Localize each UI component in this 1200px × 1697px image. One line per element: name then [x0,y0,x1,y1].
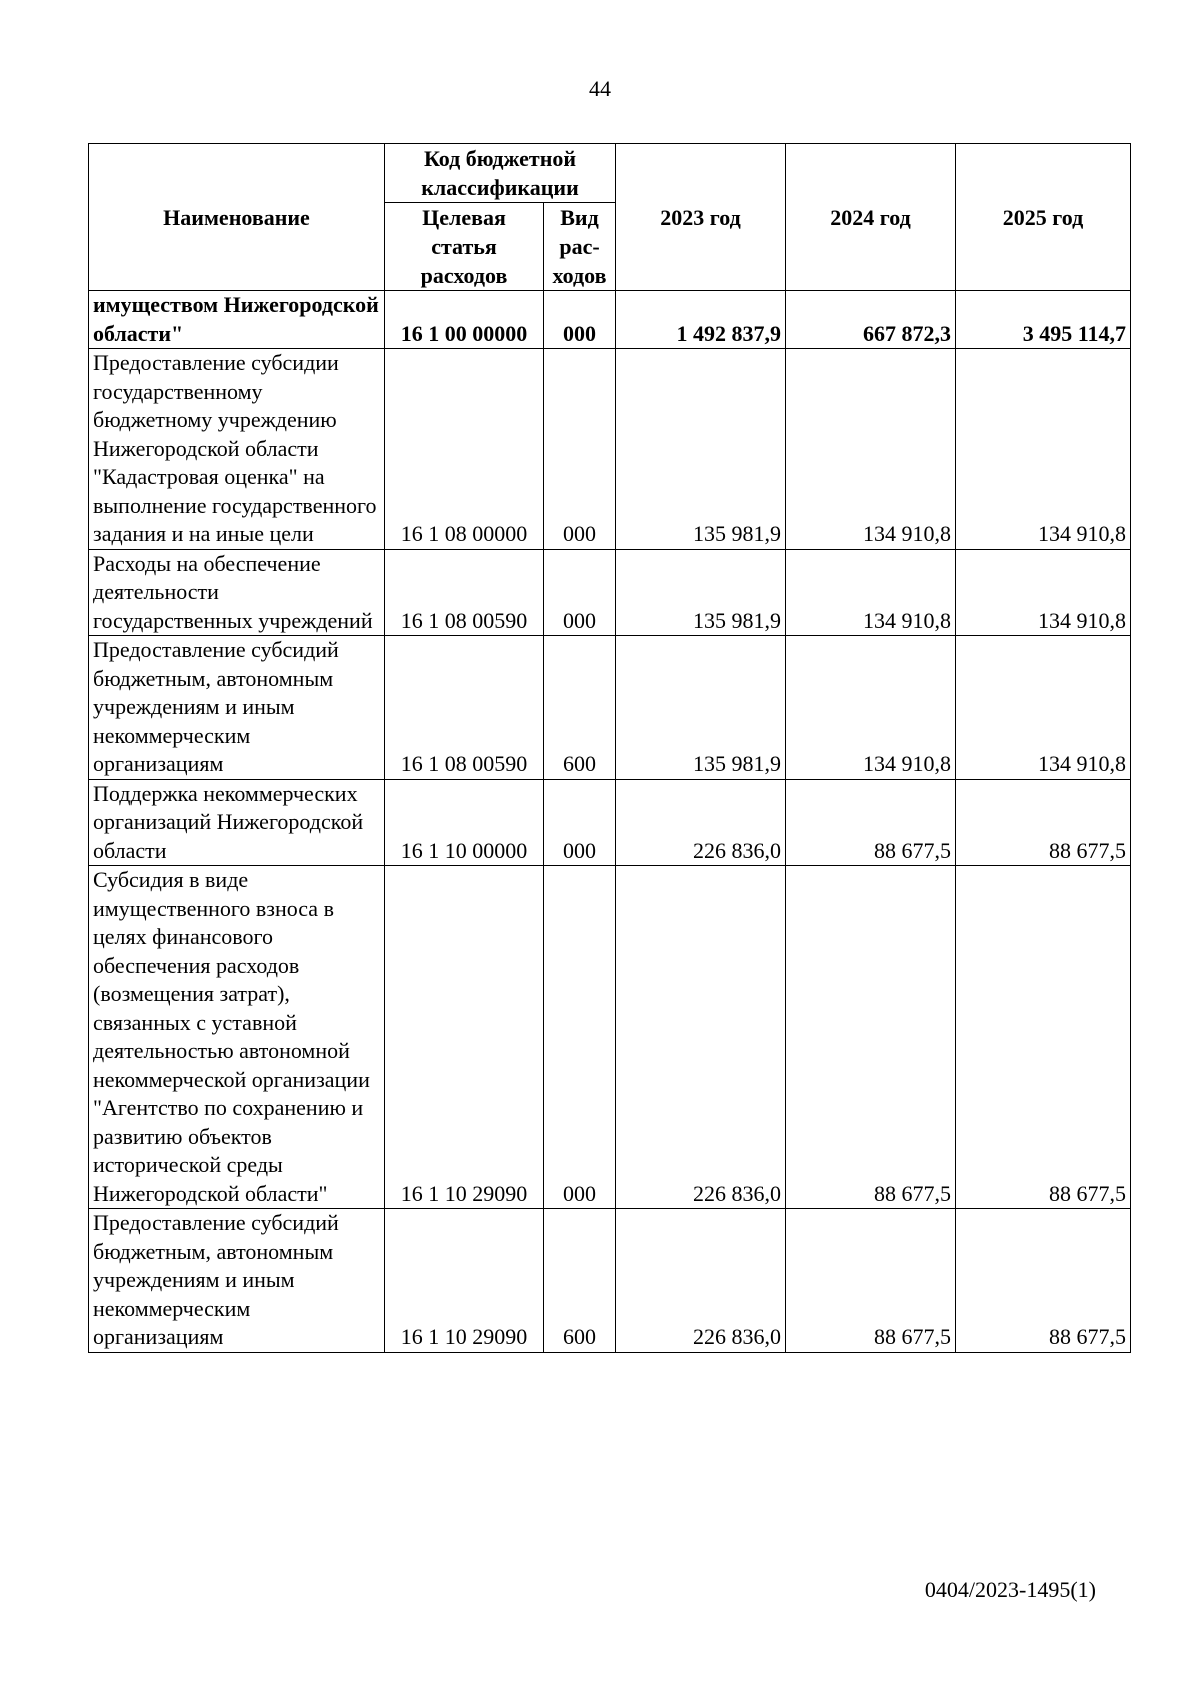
row-code: 16 1 10 29090 [385,1209,544,1353]
row-2024: 134 910,8 [786,549,956,636]
row-2025: 134 910,8 [956,636,1131,780]
header-2023: 2023 год [616,144,786,291]
row-name: Предоставление субсидии государственному бюджетному учреждению Нижегородской области "Кадастровая оценка" на выполнение государственного задания и на иные цели [89,349,385,550]
row-2024: 134 910,8 [786,636,956,780]
table-row [89,866,1131,1209]
row-2024: 667 872,3 [786,291,956,349]
row-name: Поддержка некоммерческих организаций Нижегородской области [89,779,385,866]
row-code: 16 1 10 29090 [385,866,544,1209]
row-vid: 000 [544,866,616,1209]
row-2025: 134 910,8 [956,549,1131,636]
table-row [89,636,1131,780]
row-vid: 000 [544,549,616,636]
row-vid: 000 [544,291,616,349]
row-2024: 88 677,5 [786,779,956,866]
row-name: имуществом Нижегородской области" [89,291,385,349]
row-vid: 600 [544,636,616,780]
table-row [89,1209,1131,1353]
row-2023: 135 981,9 [616,636,786,780]
table-row [89,549,1131,636]
row-2023: 1 492 837,9 [616,291,786,349]
table-row [89,779,1131,866]
header-2024: 2024 год [786,144,956,291]
row-2025: 88 677,5 [956,779,1131,866]
row-2024: 134 910,8 [786,349,956,550]
row-2024: 88 677,5 [786,866,956,1209]
row-name: Предоставление субсидий бюджетным, автономным учреждениям и иным некоммерческим организациям [89,636,385,780]
row-2025: 88 677,5 [956,866,1131,1209]
row-2023: 135 981,9 [616,349,786,550]
header-celevaya: Целевая статья расходов [385,203,544,291]
row-vid: 000 [544,349,616,550]
row-name: Расходы на обеспечение деятельности государственных учреждений [89,549,385,636]
row-2023: 226 836,0 [616,866,786,1209]
row-2024: 88 677,5 [786,1209,956,1353]
header-name: Наименование [89,144,385,291]
row-2023: 226 836,0 [616,779,786,866]
row-code: 16 1 08 00590 [385,549,544,636]
row-name: Предоставление субсидий бюджетным, автономным учреждениям и иным некоммерческим организациям [89,1209,385,1353]
row-vid: 000 [544,779,616,866]
budget-table [88,143,1131,1353]
row-2025: 88 677,5 [956,1209,1131,1353]
table-row [89,349,1131,550]
header-kbk: Код бюджетной классификации [385,144,616,203]
row-code: 16 1 08 00590 [385,636,544,780]
row-code: 16 1 08 00000 [385,349,544,550]
row-2025: 134 910,8 [956,349,1131,550]
row-2025: 3 495 114,7 [956,291,1131,349]
document-code: 0404/2023-1495(1) [924,1577,1096,1602]
row-2023: 135 981,9 [616,549,786,636]
row-2023: 226 836,0 [616,1209,786,1353]
row-vid: 600 [544,1209,616,1353]
header-vid: Вид рас-ходов [544,203,616,291]
row-name: Субсидия в виде имущественного взноса в целях финансового обеспечения расходов (возмещения затрат), связанных с уставной деятельностью автономной некоммерческой организации "Агентство по сохранению и развитию объектов исторической среды Нижегородской области" [89,866,385,1209]
row-code: 16 1 00 00000 [385,291,544,349]
table-row [89,291,1131,349]
row-code: 16 1 10 00000 [385,779,544,866]
header-2025: 2025 год [956,144,1131,291]
page-number: 44 [589,76,611,101]
